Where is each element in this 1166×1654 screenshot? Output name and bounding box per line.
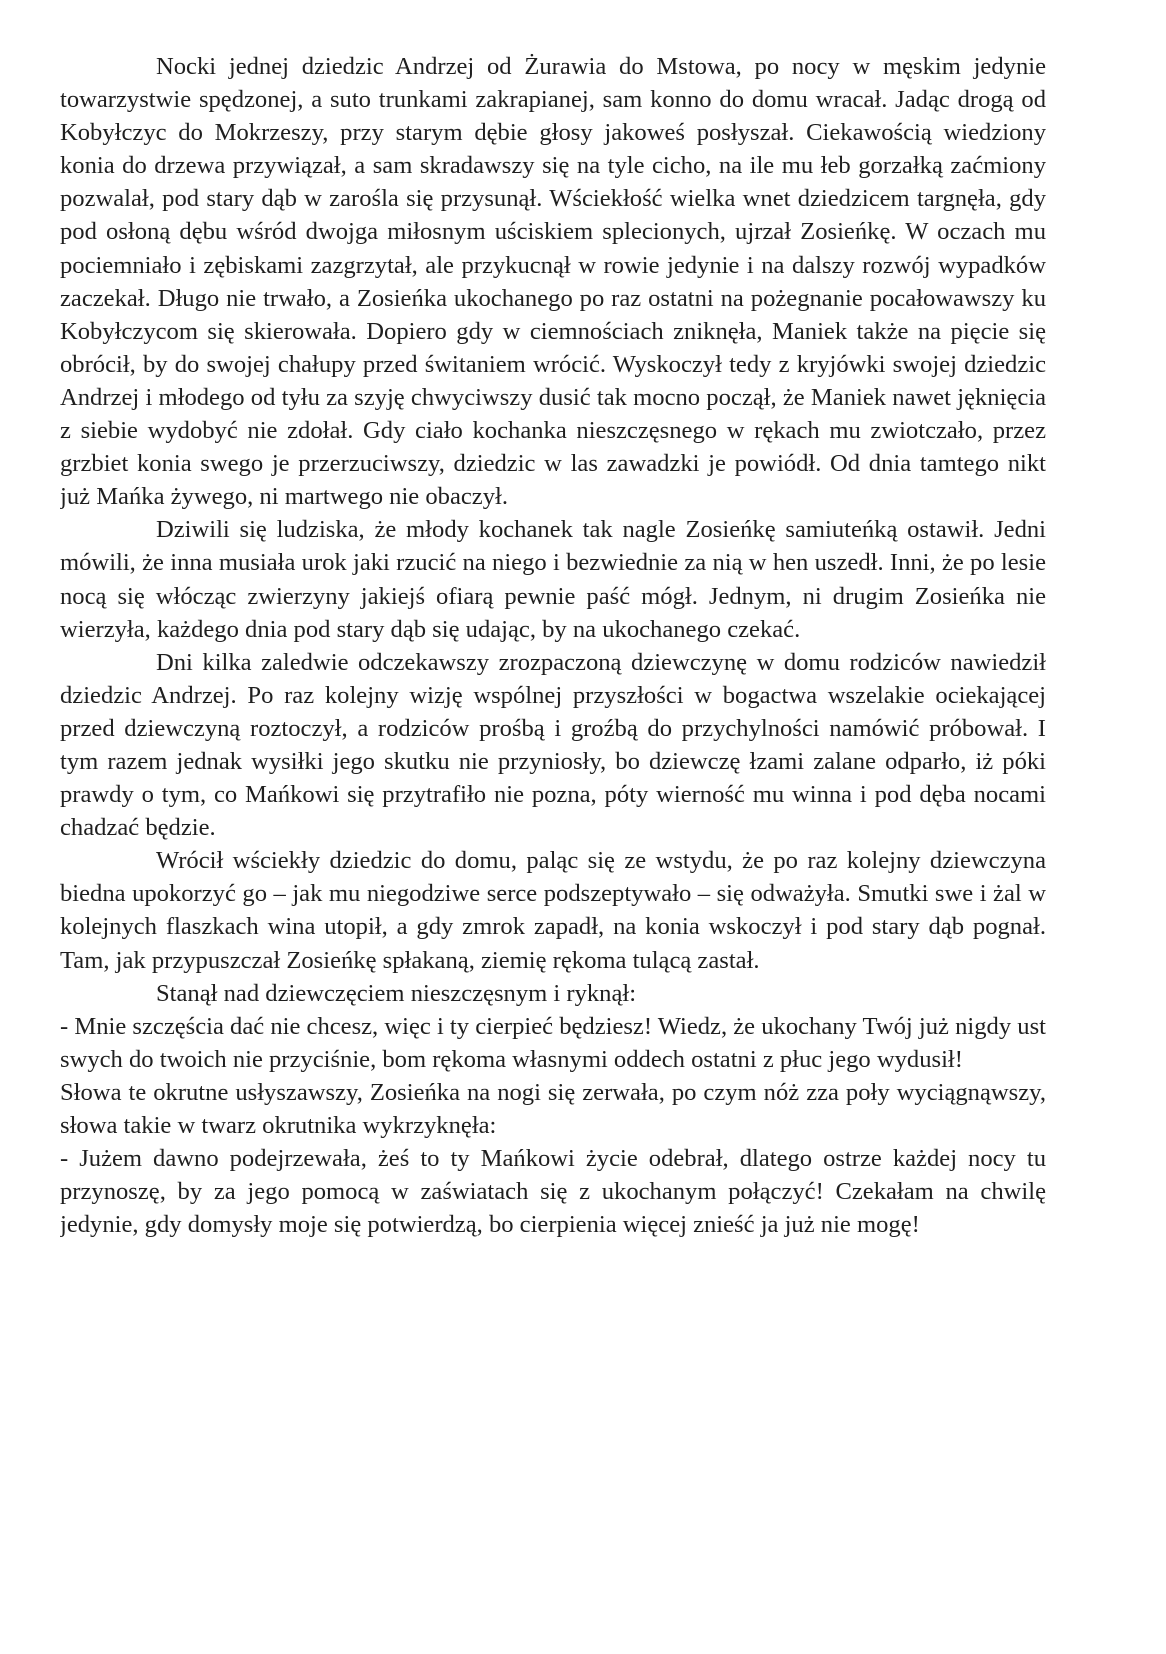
page-text-body (60, 50, 1046, 1610)
dialogue-line-2: - Jużem dawno podejrzewała, żeś to ty Mańkowi życie odebrał, dlatego ostrze każdej nocy tu przynoszę, by za jego pomocą w zaświatach się z ukochanym połączyć! Czekałam na chwilę jedynie, gdy domysły moje się potwierdzą, bo cierpienia więcej znieść ja już nie mogę! (60, 1145, 1046, 1239)
paragraph-3: Dni kilka zaledwie odczekawszy zrozpaczoną dziewczynę w domu rodziców nawiedził dziedzic Andrzej. Po raz kolejny wizję wspólnej przyszłości w bogactwa wszelakie ociekającej przed dziewczyną roztoczył, a rodziców prośbą i groźbą do przychylności namówić próbował. I tym razem jednak wysiłki jego skutku nie przyniosły, bo dziewczę łzami zalane odparło, iż póki prawdy o tym, co Mańkowi się przytrafiło nie pozna, póty wierność mu winna i pod dęba nocami chadzać będzie. (60, 648, 1046, 842)
paragraph-1: Nocki jednej dziedzic Andrzej od Żurawia do Mstowa, po nocy w męskim jedynie towarzystwie spędzonej, a suto trunkami zakrapianej, sam konno do domu wracał. Jadąc drogą od Kobyłczyc do Mokrzeszy, przy starym dębie głosy jakoweś posłyszał. Ciekawością wiedziony konia do drzewa przywiązał, a sam skradawszy się na tyle cicho, na ile mu łeb gorzałką zaćmiony pozwalał, pod stary dąb w zarośla się przysunął. Wściekłość wielka wnet dziedzicem targnęła, gdy pod osłoną dębu wśród dwojga miłosnym uściskiem splecionych, ujrzał Zosieńkę. W oczach mu pociemniało i zębiskami zazgrzytał, ale przykucnął w rowie jedynie i na dalszy rozwój wypadków zaczekał. Długo nie trwało, a Zosieńka ukochanego po raz ostatni na pożegnanie pocałowawszy ku Kobyłczycom się skierowała. Dopiero gdy w ciemnościach zniknęła, Maniek także na pięcie się obrócił, by do swojej chałupy przed świtaniem wrócić. Wyskoczył tedy z kryjówki swojej dziedzic Andrzej i młodego od tyłu za szyję chwyciwszy dusić tak mocno począł, że Maniek nawet jęknięcia z siebie wydobyć nie zdołał. Gdy ciało kochanka nieszczęsnego w rękach mu zwiotczało, przez grzbiet konia swego je przerzuciwszy, dziedzic w las zawadzki je powiódł. Od dnia tamtego nikt już Mańka żywego, ni martwego nie obaczył. (60, 53, 1046, 511)
paragraph-2: Dziwili się ludziska, że młody kochanek tak nagle Zosieńkę samiuteńką ostawił. Jedni mówili, że inna musiała urok jaki rzucić na niego i bezwiednie za nią w hen uszedł. Inni, że po lesie nocą się włócząc zwierzyny jakiejś ofiarą pewnie paść mógł. Jednym, ni drugim Zosieńka nie wierzyła, każdego dnia pod stary dąb się udając, by na ukochanego czekać. (60, 516, 1046, 643)
paragraph-6: Słowa te okrutne usłyszawszy, Zosieńka na nogi się zerwała, po czym nóż zza poły wyciągnąwszy, słowa takie w twarz okrutnika wykrzyknęła: (60, 1078, 1046, 1139)
paragraph-5: Stanął nad dziewczęciem nieszczęsnym i ryknął: (156, 979, 637, 1007)
dialogue-line-1: - Mnie szczęścia dać nie chcesz, więc i ty cierpieć będziesz! Wiedz, że ukochany Twój już nigdy ust swych do twoich nie przyciśnie, bom rękoma własnymi oddech ostatni z płuc jego wydusił! (60, 1012, 1046, 1073)
paragraph-4: Wrócił wściekły dziedzic do domu, paląc się ze wstydu, że po raz kolejny dziewczyna biedna upokorzyć go – jak mu niegodziwe serce podszeptywało – się odważyła. Smutki swe i żal w kolejnych flaszkach wina utopił, a gdy zmrok zapadł, na konia wskoczył i pod stary dąb pognał. Tam, jak przypuszczał Zosieńkę spłakaną, ziemię rękoma tulącą zastał. (60, 847, 1046, 974)
